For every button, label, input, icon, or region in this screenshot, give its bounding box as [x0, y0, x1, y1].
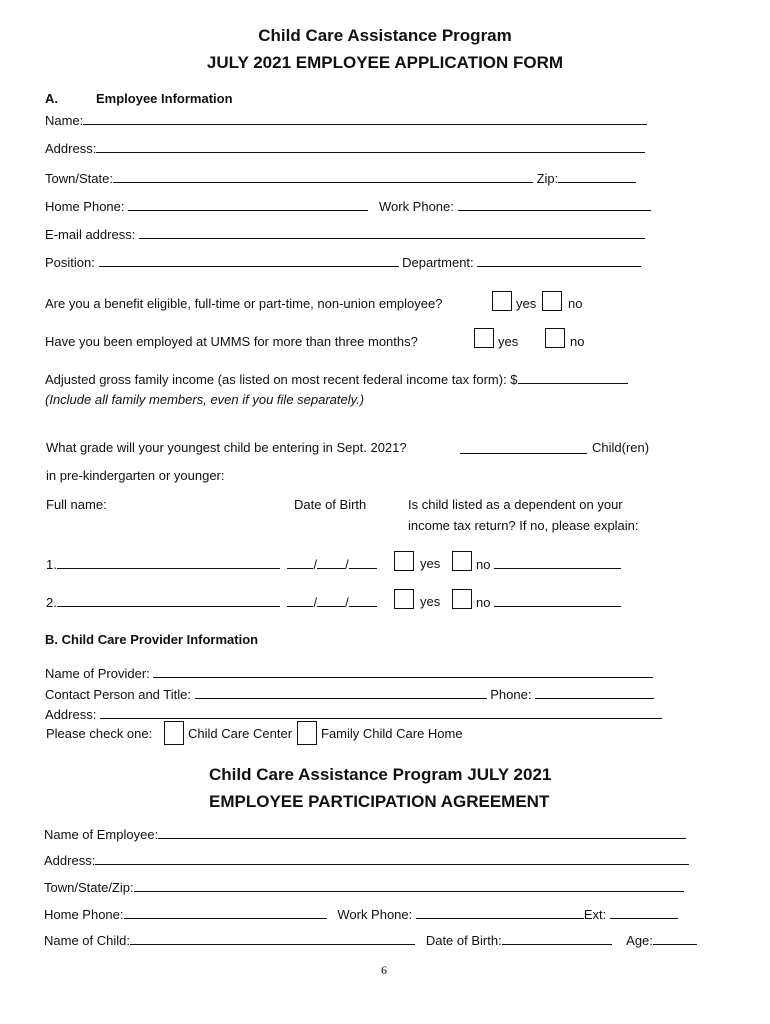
provider-phone-field[interactable] — [535, 686, 654, 699]
contact-label: Contact Person and Title: — [45, 687, 191, 702]
contact-field[interactable] — [195, 686, 487, 699]
dob-month-field[interactable] — [287, 556, 313, 569]
child-dob-label: Date of Birth: — [425, 933, 502, 948]
child-name-field[interactable] — [57, 594, 280, 607]
employee-home-phone-label: Home Phone: — [44, 907, 124, 922]
provider-row — [45, 665, 653, 681]
provider-phone-label: Phone: — [490, 687, 532, 702]
dob-year-field[interactable] — [349, 594, 377, 607]
provider-label: Name of Provider: — [45, 666, 150, 681]
town-state-label: Town/State: — [45, 171, 113, 186]
child-row-2: 2. / / — [46, 594, 377, 610]
employment-yes-label: yes — [498, 334, 519, 349]
child-age-label: Age: — [626, 933, 653, 948]
form-title: Child Care Assistance Program — [258, 26, 512, 45]
child-name-field[interactable] — [57, 556, 280, 569]
employee-work-phone-field[interactable] — [416, 906, 584, 919]
income-label: Adjusted gross family income (as listed on most recent federal income tax form): $ — [45, 372, 518, 387]
phone-row — [45, 198, 651, 214]
ext-label: Ext: — [583, 907, 607, 922]
town-state-field[interactable] — [113, 170, 533, 183]
town-row — [45, 170, 636, 186]
email-field[interactable] — [139, 226, 645, 239]
row-number: 1. — [46, 557, 57, 572]
child-name-label: Name of Child: — [44, 933, 130, 948]
agreement-subtitle: EMPLOYEE PARTICIPATION AGREEMENT — [209, 792, 550, 811]
agreement-child-name-field[interactable] — [130, 932, 415, 945]
child2-no-row — [476, 594, 621, 610]
children-count-field[interactable] — [460, 441, 587, 454]
name-field[interactable] — [83, 112, 647, 125]
employee-work-phone-label: Work Phone: — [337, 907, 413, 922]
contact-row — [45, 686, 654, 702]
employee-home-phone-field[interactable] — [124, 906, 327, 919]
work-phone-label: Work Phone: — [378, 199, 454, 214]
ext-field[interactable] — [610, 906, 678, 919]
child-info-row — [44, 932, 697, 948]
dob-header: Date of Birth — [294, 497, 367, 512]
benefit-question: Are you a benefit eligible, full-time or part-time, non-union employee? — [45, 296, 443, 311]
section-a-letter: A. — [45, 91, 58, 106]
child2-no-checkbox[interactable] — [452, 589, 472, 609]
benefit-yes-label: yes — [516, 296, 537, 311]
employment-yes-checkbox[interactable] — [474, 328, 494, 348]
full-name-header: Full name: — [46, 497, 107, 512]
benefit-yes-checkbox[interactable] — [492, 291, 512, 311]
child1-no-checkbox[interactable] — [452, 551, 472, 571]
employee-name-label: Name of Employee: — [44, 827, 159, 842]
zip-field[interactable] — [558, 170, 636, 183]
zip-label: Zip: — [536, 171, 559, 186]
provider-field[interactable] — [153, 665, 653, 678]
agreement-child-dob-field[interactable] — [502, 932, 612, 945]
dob-day-field[interactable] — [317, 556, 345, 569]
child1-explain-field[interactable] — [494, 556, 621, 569]
department-field[interactable] — [477, 254, 641, 267]
income-field[interactable] — [518, 371, 628, 384]
child1-no-label: no — [476, 557, 491, 572]
provider-address-row — [45, 706, 662, 722]
name-label: Name: — [45, 113, 84, 128]
check-one-label: Please check one: — [46, 726, 153, 741]
center-checkbox[interactable] — [164, 721, 184, 745]
dob-month-field[interactable] — [287, 594, 313, 607]
provider-address-field[interactable] — [100, 706, 662, 719]
employee-town-label: Town/State/Zip: — [44, 880, 134, 895]
employee-address-row — [44, 852, 689, 868]
center-label: Child Care Center — [188, 726, 293, 741]
address-row — [45, 140, 645, 156]
row-number: 2. — [46, 595, 57, 610]
form-subtitle: JULY 2021 EMPLOYEE APPLICATION FORM — [206, 53, 564, 72]
prek-label: in pre-kindergarten or younger: — [46, 468, 225, 483]
page-number: 6 — [381, 963, 387, 977]
dob-day-field[interactable] — [317, 594, 345, 607]
child2-no-label: no — [476, 595, 491, 610]
email-label: E-mail address: — [45, 227, 136, 242]
name-row — [45, 112, 647, 128]
employee-town-field[interactable] — [134, 879, 684, 892]
child1-yes-checkbox[interactable] — [394, 551, 414, 571]
employment-question: Have you been employed at UMMS for more than three months? — [45, 334, 418, 349]
child2-explain-field[interactable] — [494, 594, 621, 607]
position-row — [45, 254, 641, 270]
benefit-no-label: no — [568, 296, 583, 311]
employee-phone-row — [44, 906, 678, 922]
dependent-header-2: income tax return? If no, please explain: — [408, 518, 639, 533]
child1-yes-label: yes — [420, 556, 441, 571]
employee-address-label: Address: — [44, 853, 96, 868]
section-b-heading: B. Child Care Provider Information — [45, 632, 259, 647]
email-row — [45, 226, 645, 242]
children-label: Child(ren) — [592, 440, 650, 455]
child1-no-row — [476, 556, 621, 572]
employment-no-checkbox[interactable] — [545, 328, 565, 348]
child2-yes-label: yes — [420, 594, 441, 609]
department-label: Department: — [402, 255, 474, 270]
employee-address-field[interactable] — [95, 852, 689, 865]
child2-yes-checkbox[interactable] — [394, 589, 414, 609]
address-label: Address: — [45, 141, 97, 156]
employee-town-row — [44, 879, 684, 895]
home-phone-field[interactable] — [128, 198, 368, 211]
employee-name-row — [44, 826, 686, 842]
agreement-child-age-field[interactable] — [653, 932, 697, 945]
agreement-title: Child Care Assistance Program JULY 2021 — [209, 765, 552, 784]
grade-question: What grade will your youngest child be entering in Sept. 2021? — [46, 440, 407, 455]
home-label: Family Child Care Home — [321, 726, 463, 741]
child-row-1: 1. / / — [46, 556, 377, 572]
position-label: Position: — [45, 255, 95, 270]
position-field[interactable] — [99, 254, 399, 267]
work-phone-field[interactable] — [458, 198, 651, 211]
income-note: (Include all family members, even if you file separately.) — [45, 392, 365, 407]
employee-name-field[interactable] — [158, 826, 686, 839]
dob-year-field[interactable] — [349, 556, 377, 569]
home-phone-label: Home Phone: — [45, 199, 125, 214]
address-field[interactable] — [96, 140, 645, 153]
provider-address-label: Address: — [45, 707, 97, 722]
benefit-no-checkbox[interactable] — [542, 291, 562, 311]
section-a-heading: Employee Information — [96, 91, 233, 106]
home-checkbox[interactable] — [297, 721, 317, 745]
dependent-header-1: Is child listed as a dependent on your — [408, 497, 623, 512]
employment-no-label: no — [570, 334, 585, 349]
income-row — [45, 371, 628, 387]
